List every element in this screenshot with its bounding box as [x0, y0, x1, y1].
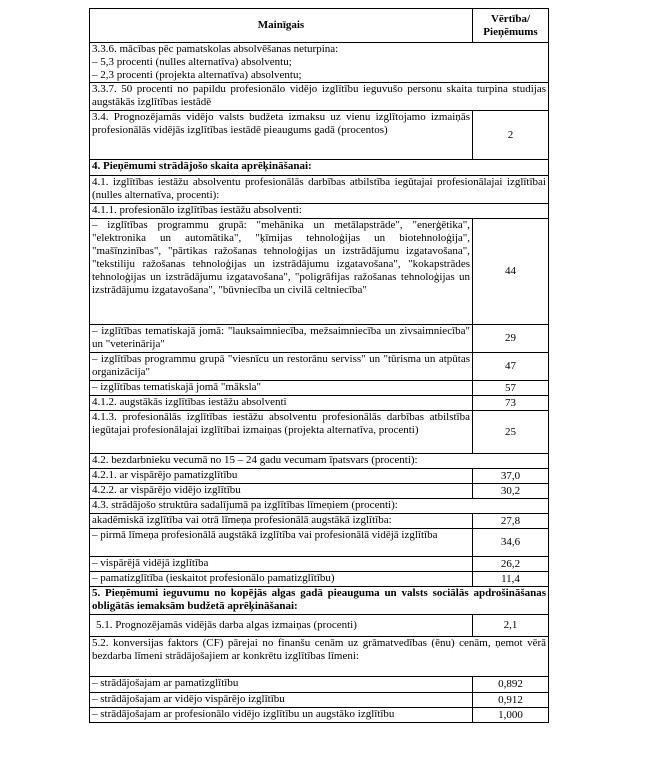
- row-4-1-2-value: 73: [473, 396, 549, 411]
- row-5-2-b-value: 0,912: [473, 693, 549, 708]
- row-4-2-1-label: 4.2.1. ar vispārējo pamatizglītību: [90, 469, 473, 484]
- row-4-1-1-a-value: 44: [473, 219, 549, 325]
- row-3-4-label: 3.4. Prognozējamās vidējo valsts budžeta izmaksu uz vienu izglītojamo izmaiņās profesionālās vidējās izglītības iestādē pieaugums gadā (procentos): [90, 111, 473, 160]
- row-5-2-b-label: – strādājošajam ar vidējo vispārējo izglītību: [90, 693, 473, 708]
- row-4-1-1-c-value: 47: [473, 353, 549, 381]
- row-4-1-2-label: 4.1.2. augstākās izglītības iestāžu absolventi: [90, 396, 473, 411]
- row-4-2-2-label: 4.2.2. ar vispārējo vidējo izglītību: [90, 484, 473, 499]
- row-4-1-1-b-value: 29: [473, 325, 549, 353]
- row-4-1-3-value: 25: [473, 411, 549, 454]
- row-4-3-b-label: – pirmā līmeņa profesionālā augstākā izglītība vai profesionālā vidējā izglītība: [90, 529, 473, 557]
- row-4-1-3-label: 4.1.3. profesionālās izglītības iestāžu absolventu profesionālās darbības atbilstība iegūtajai profesionālajai izglītībai izmaiņas (projekta alternatīva, procenti): [90, 411, 473, 454]
- row-4-3-d-label: – pamatizglītība (ieskaitot profesionālo pamatizglītību): [90, 572, 473, 587]
- row-3-3-7: 3.3.7. 50 procenti no papildu profesionālo vidējo izglītību ieguvušo personu skaita turpina studijas augstākās izglītības iestādē: [90, 83, 549, 111]
- row-5-2-c-value: 1,000: [473, 708, 549, 723]
- row-5-1-value: 2,1: [473, 615, 549, 637]
- row-4-1-1-c-label: – izglītības programmu grupā "viesnīcu un restorānu serviss" un "tūrisma un atpūtas organizācija": [90, 353, 473, 381]
- row-4-1: 4.1. izglītības iestāžu absolventu profesionālās darbības atbilstība iegūtajai profesionālajai izglītībai (nulles alternatīva, procenti):: [90, 176, 549, 204]
- row-4-3: 4.3. strādājošo struktūra sadalījumā pa izglītības līmeņiem (procenti):: [90, 499, 549, 514]
- header-value: Vērtība/ Pieņēmums: [473, 9, 549, 43]
- row-4-1-1: 4.1.1. profesionālo izglītības iestāžu absolventi:: [90, 204, 549, 219]
- row-4-1-1-d-label: – izglītības tematiskajā jomā "māksla": [90, 381, 473, 396]
- row-5-1-label: 5.1. Prognozējamās vidējās darba algas izmaiņas (procenti): [90, 615, 473, 637]
- row-4-1-1-a-label: – izglītības programmu grupā: "mehānika un metālapstrāde", "enerģētika", "elektronika un automātika", "ķīmijas tehnoloģijas un biotehnoloģija", "mašīnzinības", "pārtikas ražošanas tehnoloģijas un izstrādājumu izgatavošana", "tekstiliju ražošanas tehnoloģijas un izstrādājumu izgatavošana", "kokapstrādes tehnoloģijas un izstrādājumu izgatavošana", "poligrāfijas ražošanas tehnoloģijas un izstrādājumu izgatavošana", "būvniecība un civilā celtniecība": [90, 219, 473, 325]
- header-variable: Mainīgais: [90, 9, 473, 43]
- row-4-1-1-d-value: 57: [473, 381, 549, 396]
- row-5-2-a-label: – strādājošajam ar pamatizglītību: [90, 677, 473, 693]
- section-5-heading: 5. Pieņēmumi ieguvumu no kopējās algas gadā pieauguma un valsts sociālās apdrošināšanas obligātās iemaksām budžetā aprēķināšanai:: [90, 587, 549, 615]
- row-5-2: 5.2. konversijas faktors (CF) pārejai no finanšu cenām uz grāmatvedības (ēnu) cenām, ņemot vērā bezdarba līmeni strādājošajiem ar konkrētu izglītības līmeni:: [90, 637, 549, 677]
- row-4-2: 4.2. bezdarbnieku vecumā no 15 – 24 gadu vecumam īpatsvars (procenti):: [90, 454, 549, 469]
- row-4-3-a-value: 27,8: [473, 514, 549, 529]
- row-4-2-2-value: 30,2: [473, 484, 549, 499]
- row-4-2-1-value: 37,0: [473, 469, 549, 484]
- row-4-3-b-value: 34,6: [473, 529, 549, 557]
- row-5-2-c-label: – strādājošajam ar profesionālo vidējo izglītību un augstāko izglītību: [90, 708, 473, 723]
- row-3-3-6: 3.3.6. mācības pēc pamatskolas absolvēšanas neturpina: – 5,3 procenti (nulles alternatīva) absolventu; – 2,3 procenti (projekta alternatīva) absolventu;: [90, 43, 549, 83]
- row-4-3-d-value: 11,4: [473, 572, 549, 587]
- row-4-1-1-b-label: – izglītības tematiskajā jomā: "lauksaimniecība, mežsaimniecība un zivsaimniecība" un "veterinārija": [90, 325, 473, 353]
- row-4-3-a-label: akadēmiskā izglītība vai otrā līmeņa profesionālā augstākā izglītība:: [90, 514, 473, 529]
- row-4-3-c-label: – vispārējā vidējā izglītība: [90, 557, 473, 572]
- row-3-4-value: 2: [473, 111, 549, 160]
- section-4-heading: 4. Pieņēmumi strādājošo skaita aprēķināšanai:: [90, 160, 549, 176]
- data-table: [89, 8, 549, 723]
- row-5-2-a-value: 0,892: [473, 677, 549, 693]
- row-4-3-c-value: 26,2: [473, 557, 549, 572]
